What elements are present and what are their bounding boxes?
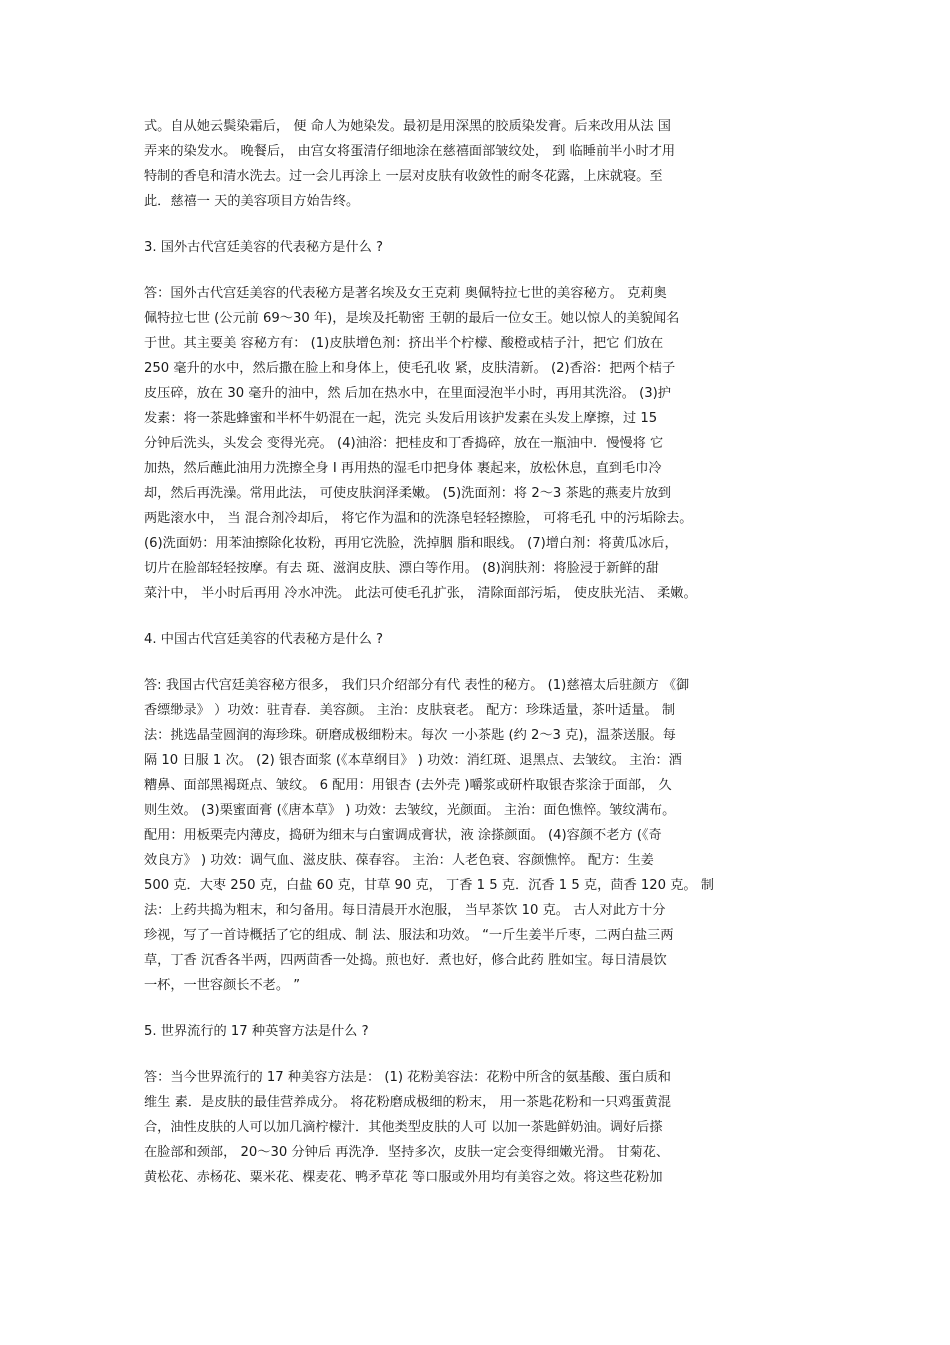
text-line: 珍视，写了一首诗概括了它的组成、制 法、服法和功效。 “一斤生姜半斤枣，二两白盐三两 [144,928,674,943]
text-line: 皮压碎，放在 30 毫升的油中，然 后加在热水中，在里面浸泡半小时，再用其洗浴。 (3)护 [144,386,671,401]
text-line: 答：当今世界流行的 17 种美容方法是： (1) 花粉美容法：花粉中所含的氨基酸、蛋白质和 [144,1070,671,1085]
text-line: 香缥缈录》 ）功效：驻青春．美容颜。 主治：皮肤衰老。 配方：珍珠适量，茶叶适量。 制 [144,703,676,718]
text-line: (6)洗面奶：用苯油擦除化妆粉，再用它洗脸，洗掉胭 脂和眼线。 (7)增白剂：将黄瓜冰后， [144,536,678,551]
text-line: 加热，然后蘸此油用力洗擦全身 I 再用热的湿毛巾把身体 裹起来，放松休息，直到毛巾冷 [144,461,662,476]
text-line: 黄松花、赤杨花、粟米花、棵麦花、鸭矛草花 等口服或外用均有美容之效。将这些花粉加 [144,1170,663,1185]
text-line: 维生 素．是皮肤的最佳营养成分。 将花粉磨成极细的粉末， 用一茶匙花粉和一只鸡蛋黄混 [144,1095,671,1110]
text-line: 特制的香皂和清水洗去。过一会儿再涂上 一层对皮肤有收敛性的耐冬花露，上床就寝。至 [144,169,663,184]
text-line: 在脸部和颈部， 20～30 分钟后 再洗净．坚持多次，皮肤一定会变得细嫩光滑。 甘菊花、 [144,1145,670,1160]
text-line: 式。自从她云鬓染霜后， 便 命人为她染发。最初是用深黑的胶质染发膏。后来改用从法 国 [144,119,671,134]
text-line: 则生效。 (3)栗蜜面膏 (《唐本草》 ) 功效：去皱纹，光颜面。 主治：面色憔悴。皱纹满布。 [144,803,676,818]
text-line: 草，丁香 沉香各半两，四两茴香一处捣。煎也好．煮也好，修合此药 胜如宝。每日清晨饮 [144,953,667,968]
text-line: 答：国外古代宫廷美容的代表秘方是著名埃及女王克莉 奥佩特拉七世的美容秘方。 克莉奥 [144,286,667,301]
text-line: 隔 10 日服 1 次。 (2) 银杏面浆 (《本草纲目》 ) 功效：消红斑、退黑点、去皱纹。 主治：酒 [144,753,682,768]
text-line: 糟鼻、面部黑褐斑点、皱纹。 6 配用：用银杏 (去外壳 )嚼浆或研杵取银杏浆涂于面部， 久 [144,778,672,793]
document-page [144,114,814,1190]
text-line: 切片在脸部轻轻按摩。有去 斑、滋润皮肤、漂白等作用。 (8)润肤剂：将脸浸于新鲜的甜 [144,561,659,576]
text-line: 此．慈禧一 天的美容项目方始告终。 [144,194,360,209]
text-line: 合，油性皮肤的人可以加几滴柠檬汁．其他类型皮肤的人可 以加一茶匙鲜奶油。调好后搽 [144,1120,663,1135]
text-line: 却，然后再洗澡。常用此法， 可使皮肤润泽柔嫩。 (5)洗面剂：将 2～3 茶匙的燕麦片放到 [144,486,671,501]
intro-paragraph [144,114,814,214]
text-line: 佩特拉七世 (公元前 69～30 年)，是埃及托勒密 王朝的最后一位女王。她以惊人的美貌闻名 [144,311,680,326]
text-line: 配用：用板栗壳内薄皮，捣研为细末与白蜜调成膏状，液 涂搽颜面。 (4)容颜不老方 (《奇 [144,828,662,843]
text-line: 效良方》 ) 功效：调气血、滋皮肤、葆春容。 主治：人老色衰、容颜憔悴。 配方：生姜 [144,853,654,868]
answer-3-paragraph [144,281,814,606]
text-line: 250 毫升的水中，然后撒在脸上和身体上，使毛孔收 紧，皮肤清新。 (2)香浴：把两个桔子 [144,361,676,376]
text-line: 分钟后洗头，头发会 变得光亮。 (4)油浴：把桂皮和丁香捣碎，放在一瓶油中．慢慢将 它 [144,436,664,451]
question-5-heading: 5. 世界流行的 17 种英窨方法是什么 ? [144,1024,369,1039]
text-line: 法：挑选晶莹圆润的海珍珠。研磨成极细粉末。每次 一小茶匙 (约 2～3 克)，温茶送服。每 [144,728,676,743]
text-line: 发素：将一茶匙蜂蜜和半杯牛奶混在一起，洗完 头发后用该护发素在头发上摩擦，过 15 [144,411,658,426]
text-line: 法：上药共捣为粗末，和匀备用。每日清晨开水泡服， 当早茶饮 10 克。 古人对此方十分 [144,903,666,918]
text-line: 答: 我国古代宫廷美容秘方很多， 我们只介绍部分有代 表性的秘方。 (1)慈禧太后驻颜方 《御 [144,678,690,693]
answer-5-paragraph [144,1065,814,1190]
text-line: 弄来的染发水。 晚餐后， 由宫女将蛋清仔细地涂在慈禧面部皱纹处， 到 临睡前半小时才用 [144,144,676,159]
text-line: 菜汁中， 半小时后再用 冷水冲洗。 此法可使毛孔扩张， 清除面部污垢， 使皮肤光洁、 柔嫩。 [144,586,697,601]
question-4-heading: 4. 中国古代宫廷美容的代表秘方是什么 ? [144,632,383,647]
answer-4-paragraph [144,673,814,998]
question-3-heading: 3. 国外古代宫廷美容的代表秘方是什么 ? [144,240,383,255]
text-line: 500 克．大枣 250 克，白盐 60 克，甘草 90 克， 丁香 1 5 克．沉香 1 5 克，茴香 120 克。 制 [144,878,714,893]
text-line: 一杯，一世容颜长不老。 ” [144,978,301,993]
text-line: 于世。其主要美 容秘方有： (1)皮肤增色剂：挤出半个柠檬、酸橙或桔子汁，把它 们放在 [144,336,664,351]
text-line: 两匙滚水中， 当 混合剂冷却后， 将它作为温和的洗涤皂轻轻擦脸， 可将毛孔 中的污垢除去。 [144,511,693,526]
